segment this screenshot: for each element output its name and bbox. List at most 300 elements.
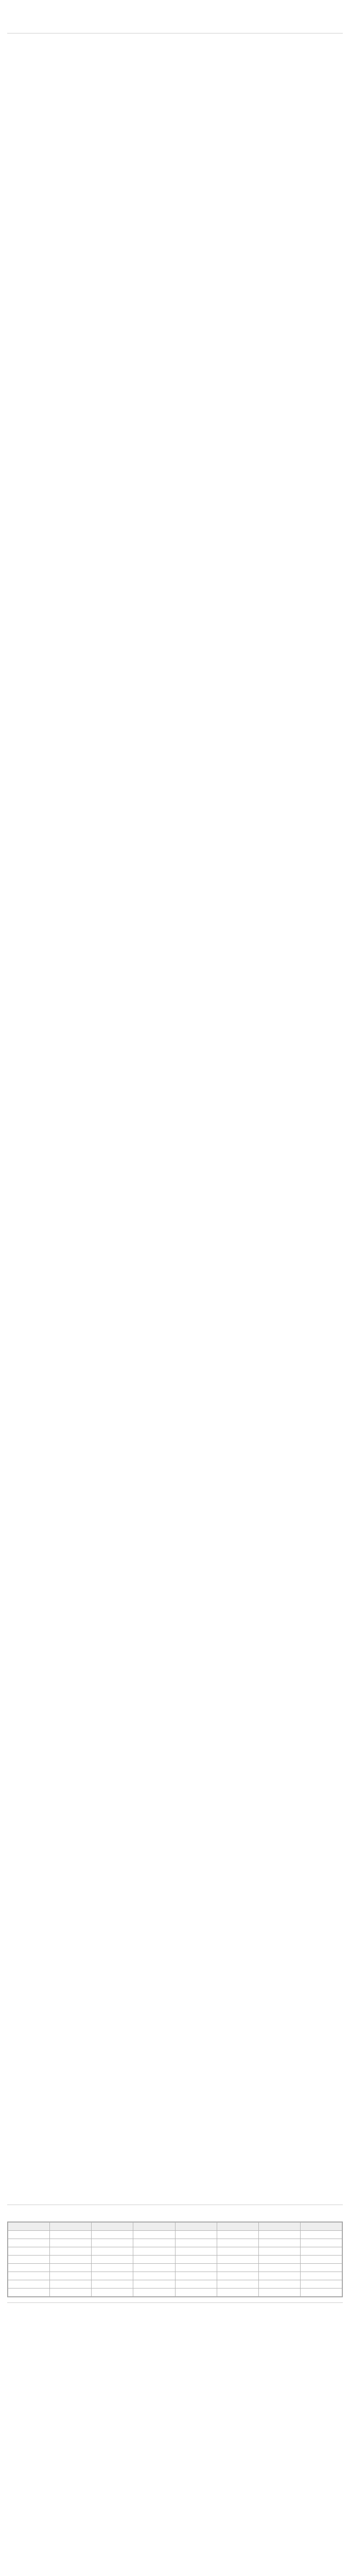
- table-cell: [92, 2289, 133, 2297]
- listing-line: [7, 1625, 343, 1632]
- table-cell: [92, 2256, 133, 2264]
- listing-line: [7, 74, 343, 80]
- listing-line: [7, 671, 343, 677]
- listing-line: [7, 1644, 343, 1650]
- section-heading: [7, 2210, 343, 2217]
- table-cell: [133, 2239, 175, 2247]
- listing-line: [7, 117, 343, 123]
- listing-line: [7, 480, 343, 486]
- listing-line: [7, 332, 343, 338]
- listing-line: [7, 1496, 343, 1502]
- listing-line: [7, 1324, 343, 1330]
- listing-line: [7, 1114, 343, 1121]
- listing-line: [7, 714, 343, 720]
- listing-line: [7, 794, 343, 800]
- listing-line: [7, 1804, 343, 1810]
- listing-line: [7, 887, 343, 893]
- listing-line: [7, 622, 343, 628]
- listing-line: [7, 1711, 343, 1717]
- listing-line: [7, 1884, 343, 1890]
- table-cell: [217, 2264, 258, 2272]
- listing-line: [7, 1663, 343, 1669]
- listing-line: [7, 572, 343, 579]
- listing-line: [7, 1934, 343, 1940]
- listing-line: [7, 800, 343, 806]
- table-cell: [217, 2247, 258, 2256]
- listing-line: [7, 831, 343, 837]
- paragraph: [7, 2426, 343, 2432]
- listing-line: [7, 1145, 343, 1151]
- listing-line: [7, 129, 343, 135]
- listing-line: [7, 492, 343, 498]
- listing-line: [7, 880, 343, 887]
- listing-line: [7, 874, 343, 880]
- listing-line: [7, 541, 343, 548]
- listing-line: [7, 1570, 343, 1576]
- listing-line: [7, 351, 343, 357]
- listing-line: [7, 2192, 343, 2198]
- table-header-cell: [175, 2223, 217, 2231]
- table-cell: [8, 2247, 50, 2256]
- listing-block: [7, 1957, 343, 2205]
- listing-line: [7, 850, 343, 856]
- listing-line: [7, 2099, 343, 2106]
- table-cell: [50, 2239, 92, 2247]
- listing-line: [7, 86, 343, 92]
- listing-line: [7, 1859, 343, 1866]
- listing-line: [7, 720, 343, 726]
- listing-line: [7, 270, 343, 277]
- listing-line: [7, 1065, 343, 1071]
- listing-line: [7, 1471, 343, 1477]
- listing-line: [7, 369, 343, 376]
- listing-line: [7, 215, 343, 221]
- table-cell: [133, 2231, 175, 2239]
- table-cell: [175, 2231, 217, 2239]
- listing-line: [7, 1392, 343, 1398]
- listing-line: [7, 2174, 343, 2180]
- listing-line: [7, 1435, 343, 1441]
- listing-line: [7, 1373, 343, 1379]
- listing-line: [7, 2167, 343, 2174]
- table-row: [8, 2231, 342, 2239]
- terms-body: [7, 2318, 343, 2576]
- listing-line: [7, 338, 343, 345]
- listing-line: [7, 1410, 343, 1416]
- listing-line: [7, 1237, 343, 1243]
- listing-line: [7, 179, 343, 185]
- table-cell: [92, 2272, 133, 2280]
- listing-line: [7, 1330, 343, 1336]
- listing-line: [7, 911, 343, 918]
- listing-line: [7, 899, 343, 905]
- listing-line: [7, 1927, 343, 1934]
- paragraph: [7, 2524, 343, 2531]
- listing-line: [7, 196, 343, 202]
- listing-line: [7, 1675, 343, 1681]
- listing-line: [7, 246, 343, 252]
- listing-line: [7, 1687, 343, 1693]
- table-cell: [217, 2239, 258, 2247]
- listing-line: [7, 837, 343, 843]
- listing-line: [7, 382, 343, 388]
- table-cell: [8, 2256, 50, 2264]
- listing-line: [7, 289, 343, 295]
- listing-line: [7, 529, 343, 535]
- listing-line: [7, 775, 343, 782]
- paragraph: [7, 2467, 343, 2473]
- paragraph: [7, 2533, 343, 2539]
- table-cell: [92, 2264, 133, 2272]
- listing-line: [7, 517, 343, 523]
- paragraph: [7, 2508, 343, 2515]
- listing-line: [7, 591, 343, 597]
- paragraph: [7, 2442, 343, 2449]
- listing-line: [7, 504, 343, 511]
- table-cell: [300, 2272, 342, 2280]
- listing-line: [7, 264, 343, 270]
- listing-line: [7, 1379, 343, 1385]
- listing-line: [7, 1404, 343, 1410]
- listing-line: [7, 2118, 343, 2124]
- listing-line: [7, 2186, 343, 2192]
- listing-line: [7, 2050, 343, 2056]
- listing-line: [7, 2038, 343, 2044]
- listing-line: [7, 301, 343, 308]
- listing-line: [7, 357, 343, 363]
- listing-line: [7, 308, 343, 314]
- listing-line: [7, 1564, 343, 1570]
- listing-line: [7, 2069, 343, 2075]
- listing-line: [7, 190, 343, 196]
- listing-line: [7, 2001, 343, 2007]
- paragraph: [7, 2450, 343, 2457]
- listing-line: [7, 1890, 343, 1896]
- listing-line: [7, 49, 343, 55]
- listing-line: [7, 1102, 343, 1108]
- listing-line: [7, 1483, 343, 1489]
- listing-line: [7, 972, 343, 978]
- listing-line: [7, 1693, 343, 1700]
- listing-line: [7, 695, 343, 701]
- listing-line: [7, 788, 343, 794]
- listing-line: [7, 166, 343, 173]
- listing-line: [7, 1133, 343, 1139]
- listing-line: [7, 1212, 343, 1218]
- listing-line: [7, 2031, 343, 2038]
- listing-line: [7, 258, 343, 264]
- listing-line: [7, 320, 343, 326]
- table-cell: [8, 2264, 50, 2272]
- listing-line: [7, 1878, 343, 1884]
- listing-line: [7, 1034, 343, 1040]
- listing-line: [7, 707, 343, 714]
- listing-line: [7, 1705, 343, 1711]
- paragraph: [7, 2351, 343, 2358]
- table-row: [8, 2256, 342, 2264]
- listing-line: [7, 221, 343, 227]
- listing-line: [7, 326, 343, 332]
- listing-line: [7, 2149, 343, 2155]
- listing-line: [7, 1452, 343, 1459]
- table-cell: [133, 2289, 175, 2297]
- listing-line: [7, 954, 343, 960]
- listing-line: [7, 585, 343, 591]
- listing-line: [7, 295, 343, 301]
- listing-line: [7, 498, 343, 504]
- listing-line: [7, 868, 343, 874]
- listing-line: [7, 1798, 343, 1804]
- listing-line: [7, 1090, 343, 1096]
- listing-line: [7, 966, 343, 972]
- listing-line: [7, 1182, 343, 1189]
- listing-line: [7, 400, 343, 406]
- listing-line: [7, 209, 343, 215]
- listing-line: [7, 1736, 343, 1742]
- section-schedule: [7, 2205, 343, 2297]
- table-header-cell: [92, 2223, 133, 2231]
- listing-line: [7, 1170, 343, 1176]
- listing-line: [7, 960, 343, 966]
- listing-line: [7, 1595, 343, 1601]
- listing-line: [7, 738, 343, 744]
- table-cell: [175, 2289, 217, 2297]
- table-cell: [300, 2256, 342, 2264]
- listing-line: [7, 388, 343, 394]
- paragraph: [7, 2574, 343, 2576]
- table-cell: [92, 2280, 133, 2289]
- listing-line: [7, 461, 343, 467]
- listing-line: [7, 1828, 343, 1835]
- listing-line: [7, 812, 343, 819]
- listing-line: [7, 67, 343, 74]
- listing-line: [7, 1588, 343, 1595]
- table-cell: [50, 2272, 92, 2280]
- listing-line: [7, 1810, 343, 1816]
- table-cell: [258, 2247, 300, 2256]
- paragraph: [7, 2549, 343, 2556]
- listing-line: [7, 701, 343, 707]
- listing-line: [7, 1398, 343, 1404]
- listing-line: [7, 425, 343, 431]
- listing-line: [7, 1963, 343, 1970]
- table-cell: [8, 2231, 50, 2239]
- listing-line: [7, 1748, 343, 1754]
- listing-line: [7, 1262, 343, 1268]
- listing-line: [7, 732, 343, 738]
- listing-line: [7, 1994, 343, 2001]
- listing-line: [7, 1841, 343, 1847]
- listing-line: [7, 566, 343, 572]
- table-cell: [258, 2239, 300, 2247]
- listing-line: [7, 1576, 343, 1582]
- listing-line: [7, 1847, 343, 1853]
- table-cell: [258, 2256, 300, 2264]
- listing-line: [7, 486, 343, 492]
- listing-line: [7, 1268, 343, 1274]
- listing-line: [7, 634, 343, 640]
- listing-line: [7, 1976, 343, 1982]
- paragraph: [7, 2557, 343, 2564]
- listing-line: [7, 684, 343, 690]
- listing-line: [7, 1077, 343, 1083]
- listing-line: [7, 2198, 343, 2205]
- listing-line: [7, 1121, 343, 1127]
- listing-line: [7, 726, 343, 732]
- listing-line: [7, 1422, 343, 1429]
- listing-line: [7, 1139, 343, 1145]
- table-cell: [8, 2280, 50, 2289]
- table-cell: [175, 2264, 217, 2272]
- listing-line: [7, 455, 343, 461]
- listing-block: [7, 443, 343, 690]
- table-cell: [175, 2239, 217, 2247]
- listing-block: [7, 1200, 343, 1447]
- listing-line: [7, 1669, 343, 1675]
- paragraph: [7, 2492, 343, 2498]
- listing-line: [7, 1280, 343, 1286]
- listing-line: [7, 419, 343, 425]
- listing-line: [7, 2180, 343, 2186]
- listing-line: [7, 443, 343, 449]
- listing-line: [7, 947, 343, 954]
- listing-line: [7, 677, 343, 684]
- page-title: [7, 12, 343, 26]
- listing-line: [7, 1853, 343, 1859]
- listing-line: [7, 1717, 343, 1723]
- listing-line: [7, 1317, 343, 1324]
- listing-line: [7, 1638, 343, 1644]
- listing-line: [7, 1108, 343, 1114]
- listing-line: [7, 2075, 343, 2081]
- listing-line: [7, 2013, 343, 2019]
- table-cell: [8, 2239, 50, 2247]
- listing-line: [7, 1003, 343, 1009]
- listing-line: [7, 2155, 343, 2161]
- table-cell: [300, 2289, 342, 2297]
- listing-line: [7, 1822, 343, 1828]
- listing-line: [7, 1730, 343, 1736]
- listing-line: [7, 2112, 343, 2118]
- listing-line: [7, 1520, 343, 1527]
- table-cell: [258, 2264, 300, 2272]
- listing-line: [7, 1367, 343, 1373]
- table-header-cell: [300, 2223, 342, 2231]
- listing-line: [7, 640, 343, 647]
- table-cell: [50, 2231, 92, 2239]
- listing-line: [7, 1441, 343, 1447]
- listing-line: [7, 2087, 343, 2093]
- listing-line: [7, 105, 343, 111]
- table-cell: [92, 2231, 133, 2239]
- listing-line: [7, 467, 343, 473]
- listing-line: [7, 1416, 343, 1422]
- paragraph: [7, 2434, 343, 2441]
- listing-line: [7, 665, 343, 671]
- listing-line: [7, 2137, 343, 2143]
- table-cell: [300, 2280, 342, 2289]
- listing-line: [7, 1557, 343, 1564]
- paragraph: [7, 2475, 343, 2482]
- listing-line: [7, 1189, 343, 1195]
- table-cell: [133, 2272, 175, 2280]
- paragraph: [7, 2318, 343, 2325]
- listing-line: [7, 1200, 343, 1206]
- listing-line: [7, 1508, 343, 1514]
- listing-line: [7, 1866, 343, 1872]
- paragraph: [7, 2384, 343, 2391]
- listing-line: [7, 61, 343, 67]
- table-cell: [133, 2280, 175, 2289]
- listing-line: [7, 1299, 343, 1305]
- listing-line: [7, 1071, 343, 1077]
- listing-line: [7, 135, 343, 142]
- listing-block: [7, 190, 343, 437]
- table-row: [8, 2272, 342, 2280]
- paragraph: [7, 2516, 343, 2523]
- listing-line: [7, 1909, 343, 1915]
- listing-line: [7, 535, 343, 541]
- listing-line: [7, 394, 343, 400]
- listing-line: [7, 1940, 343, 1946]
- listing-line: [7, 2130, 343, 2137]
- listing-line: [7, 609, 343, 616]
- table-row: [8, 2247, 342, 2256]
- listing-line: [7, 1514, 343, 1520]
- listing-line: [7, 1305, 343, 1311]
- listing-line: [7, 554, 343, 560]
- listing-line: [7, 1502, 343, 1508]
- listing-line: [7, 1028, 343, 1034]
- table-cell: [92, 2247, 133, 2256]
- paragraph: [7, 2459, 343, 2465]
- listing-line: [7, 413, 343, 419]
- listing-line: [7, 1656, 343, 1663]
- listing-line: [7, 1681, 343, 1687]
- listing-line: [7, 123, 343, 129]
- table-cell: [300, 2264, 342, 2272]
- listing-line: [7, 936, 343, 942]
- listing-line: [7, 905, 343, 911]
- table-cell: [300, 2231, 342, 2239]
- listing-line: [7, 856, 343, 862]
- table-header-cell: [50, 2223, 92, 2231]
- listing-line: [7, 769, 343, 775]
- listing-line: [7, 603, 343, 609]
- listing-line: [7, 98, 343, 105]
- listing-line: [7, 1274, 343, 1280]
- listing-line: [7, 173, 343, 179]
- listing-line: [7, 1723, 343, 1730]
- listing-line: [7, 2019, 343, 2025]
- table-cell: [217, 2272, 258, 2280]
- paragraph: [7, 2566, 343, 2572]
- table-cell: [258, 2280, 300, 2289]
- listing-block: [7, 1452, 343, 1700]
- paragraph: [7, 2360, 343, 2366]
- listing-line: [7, 763, 343, 769]
- listing-line: [7, 930, 343, 936]
- table-cell: [258, 2289, 300, 2297]
- listing-line: [7, 1354, 343, 1361]
- listing-line: [7, 1286, 343, 1293]
- listing-line: [7, 579, 343, 585]
- listing-line: [7, 1533, 343, 1539]
- listing-line: [7, 2025, 343, 2031]
- listing-line: [7, 985, 343, 991]
- listing-line: [7, 2062, 343, 2069]
- listing-line: [7, 1477, 343, 1483]
